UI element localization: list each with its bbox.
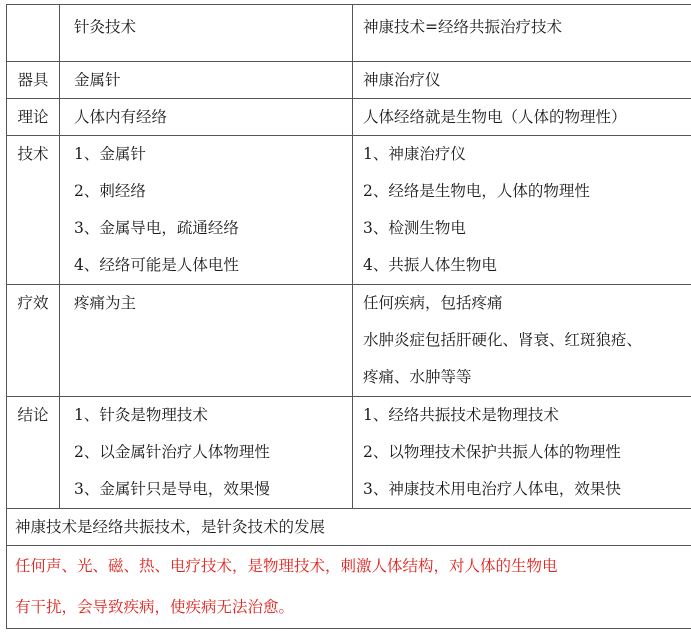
row-col2-line: 1、神康治疗仪 <box>363 145 466 163</box>
summary-text: 神康技术是经络共振技术，是针灸技术的发展 <box>15 518 326 536</box>
summary-row <box>7 509 691 546</box>
header-row <box>7 5 691 62</box>
row-col2-line: 4、共振人体生物电 <box>363 256 497 274</box>
row-col1-cell <box>60 136 353 285</box>
warning-line: 任何声、光、磁、热、电疗技术，是物理技术，刺激人体结构，对人体的生物电 <box>15 557 558 575</box>
row-col2-cell <box>353 99 691 136</box>
warning-line: 有干扰，会导致疾病，使疾病无法治愈。 <box>15 598 295 616</box>
row-label: 结论 <box>17 406 49 424</box>
row-conclusion <box>7 397 691 509</box>
comparison-table <box>6 4 691 629</box>
row-col2-cell <box>353 136 691 285</box>
row-col2-line: 3、神康技术用电治疗人体电，效果快 <box>363 480 621 498</box>
row-col2-line: 1、经络共振技术是物理技术 <box>363 406 559 424</box>
row-col2-line: 人体经络就是生物电（人体的物理性） <box>363 108 627 126</box>
row-col1-line: 1、针灸是物理技术 <box>74 406 208 424</box>
row-col1-line: 2、刺经络 <box>74 182 146 200</box>
row-col2-line: 疼痛、水肿等等 <box>363 368 472 386</box>
row-col2-cell <box>353 285 691 397</box>
row-col2-line: 2、以物理技术保护共振人体的物理性 <box>363 443 621 461</box>
comparison-table-container <box>6 4 685 629</box>
warning-row <box>7 546 691 629</box>
row-col1-line: 1、金属针 <box>74 145 146 163</box>
row-label-cell <box>7 285 60 397</box>
row-col1-line: 2、以金属针治疗人体物理性 <box>74 443 270 461</box>
row-col1-line: 3、金属导电，疏通经络 <box>74 219 239 237</box>
row-col2-cell <box>353 62 691 99</box>
row-label-cell <box>7 99 60 136</box>
row-col2-line: 2、经络是生物电，人体的物理性 <box>363 182 590 200</box>
row-label: 理论 <box>17 108 49 126</box>
row-label-cell <box>7 397 60 509</box>
header-acupuncture <box>60 5 353 62</box>
row-col2-line: 神康治疗仪 <box>363 71 441 89</box>
header-shenkang <box>353 5 691 62</box>
header-col1-text: 针灸技术 <box>74 18 137 36</box>
row-col1-line: 4、经络可能是人体电性 <box>74 256 239 274</box>
row-col1-cell <box>60 285 353 397</box>
header-col2-text: 神康技术=经络共振治疗技术 <box>363 18 562 36</box>
row-label: 疗效 <box>17 294 49 312</box>
row-technique <box>7 136 691 285</box>
row-col1-line: 3、金属针只是导电，效果慢 <box>74 480 270 498</box>
warning-cell <box>7 546 691 629</box>
row-col2-line: 任何疾病，包括疼痛 <box>363 294 503 312</box>
row-instrument <box>7 62 691 99</box>
header-empty-cell <box>7 5 60 62</box>
row-col2-line: 水肿炎症包括肝硬化、肾衰、红斑狼疮、 <box>363 331 643 349</box>
row-label: 器具 <box>17 71 49 89</box>
row-col1-line: 人体内有经络 <box>74 108 168 126</box>
row-label-cell <box>7 136 60 285</box>
row-col1-cell <box>60 62 353 99</box>
row-col1-cell <box>60 397 353 509</box>
row-efficacy <box>7 285 691 397</box>
row-theory <box>7 99 691 136</box>
row-col1-line: 金属针 <box>74 71 121 89</box>
summary-cell <box>7 509 691 546</box>
row-col2-line: 3、检测生物电 <box>363 219 466 237</box>
row-col1-cell <box>60 99 353 136</box>
row-col2-cell <box>353 397 691 509</box>
row-label-cell <box>7 62 60 99</box>
row-label: 技术 <box>17 145 49 163</box>
row-col1-line: 疼痛为主 <box>74 294 137 312</box>
